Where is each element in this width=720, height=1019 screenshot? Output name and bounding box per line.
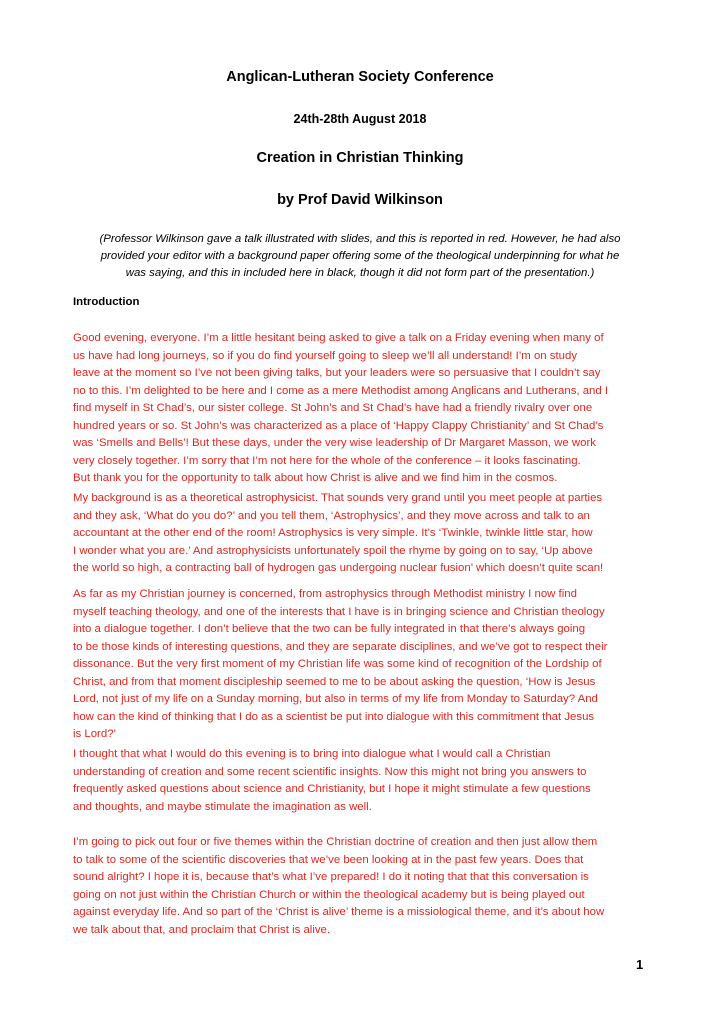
talk-title: Creation in Christian Thinking [256, 150, 464, 166]
paragraph-line: how can the kind of thinking that I do as a scientist be put into dialogue with this commitment that Jesus [73, 710, 595, 723]
paragraph-line: us have had long journeys, so if you do find yourself going to sleep we’ll all understand! I’m on study [73, 349, 578, 362]
paragraph-line: Good evening, everyone. I’m a little hesitant being asked to give a talk on a Friday evening when many of [73, 332, 604, 344]
paragraph-line: I wonder what you are.’ And astrophysicists unfortunately spoil the rhyme by going on to say, ‘Up above [73, 544, 593, 557]
paragraph-line: to be those kinds of interesting questions, and they are separate disciplines, and we’ve got to respect their [73, 640, 608, 653]
paragraph-line: As far as my Christian journey is concerned, from astrophysics through Methodist ministry I now find [73, 588, 577, 600]
paragraph-line: dissonance. But the very first moment of my Christian life was some kind of recognition of the Lordship of [73, 658, 602, 670]
paragraph-line: leave at the moment so I’ve not been giving talks, but your leaders were so persuasive that I couldn’t say [73, 367, 601, 379]
paragraph-line: is Lord?’ [73, 728, 117, 740]
paragraph-line: into a dialogue together. I don’t believe that the two can be fully integrated in that there’s always going [73, 623, 586, 635]
paragraph-line: Lord, not just of my life on a Sunday morning, but also in terms of my life from Monday to Saturday? And [73, 693, 598, 705]
paragraph-line: But thank you for the opportunity to talk about how Christ is alive and we find him in the cosmos. [73, 472, 558, 484]
paragraph-line: Christ, and from that moment discipleship seemed to me to be about asking the question, ‘How is Jesus [73, 675, 596, 688]
paragraph-line: myself teaching theology, and one of the interests that I have is in bringing science and Christian theology [73, 605, 605, 618]
conference-title: Anglican-Lutheran Society Conference [226, 69, 494, 85]
paragraph-line: to talk to some of the scientific discoveries that we’ve been looking at in the past few years. Does that [73, 853, 584, 866]
paragraph-line: and thoughts, and maybe stimulate the imagination as well. [73, 800, 372, 813]
paragraph-line: sound alright? I hope it is, because that’s what I’ve prepared! I do it noting that that this conversation is [73, 871, 589, 883]
section-heading-introduction: Introduction [73, 296, 140, 308]
paragraph-line: was ‘Smells and Bells’! But these days, under the very wise leadership of Dr Margaret Masson, we work [73, 437, 596, 449]
paragraph-5 [73, 834, 651, 939]
author-line: by Prof David Wilkinson [277, 192, 443, 208]
paragraph-1 [73, 330, 651, 488]
paragraph-line: we talk about that, and proclaim that Christ is alive. [73, 923, 331, 936]
paragraph-line: understanding of creation and some recent scientific insights. Now this might not bring you answers to [73, 765, 587, 778]
paragraph-2 [73, 490, 651, 578]
paragraph-line: frequently asked questions about science and Christianity, but I hope it might stimulate a few questions [73, 783, 591, 795]
paragraph-line: and they ask, ‘What do you do?’ and you tell them, ‘Astrophysics’, and they move across and talk to an [73, 509, 590, 522]
paragraph-line: My background is as a theoretical astrophysicist. That sounds very grand until you meet people at parties [73, 492, 603, 504]
paragraph-line: no to this. I’m delighted to be here and I come as a mere Methodist among Anglicans and Lutherans, and I [73, 384, 609, 397]
editor-note-line: (Professor Wilkinson gave a talk illustrated with slides, and this is reported in red. However, he had also [99, 233, 621, 245]
paragraph-line: very closely together. I’m sorry that I’m not here for the whole of the conference – it looks fascinating. [73, 454, 581, 467]
paragraph-line: hundred years or so. St John’s was characterized as a place of ‘Happy Clappy Christianity’ and St Chad’s [73, 419, 604, 432]
paragraph-line: the world so high, a contracting ball of hydrogen gas undergoing nuclear fusion’ which doesn’t quite scan! [73, 562, 604, 574]
paragraph-3 [73, 586, 651, 744]
paragraph-line: going on not just within the Christian Church or within the theological academy but is being played out [73, 888, 585, 901]
paragraph-line: against everyday life. And so part of the ‘Christ is alive’ theme is a missiological theme, and it’s about how [73, 906, 605, 918]
page-number: 1 [636, 957, 644, 972]
paragraph-line: I’m going to pick out four or five themes within the Christian doctrine of creation and then just allow them [73, 836, 598, 848]
conference-dates: 24th-28th August 2018 [293, 112, 427, 126]
paragraph-line: accountant at the other end of the room! Astrophysics is very simple. It’s ‘Twinkle, twinkle little star, how [73, 527, 593, 539]
editor-note-line: provided your editor with a background paper offering some of the theological underpinning for what he [100, 250, 620, 262]
editor-note [74, 231, 646, 282]
paragraph-4 [73, 746, 651, 816]
paragraph-line: find myself in St Chad’s, our sister college. St John’s and St Chad’s have had a friendly rivalry over one [73, 402, 593, 414]
editor-note-line: was saying, and this in included here in black, though it did not form part of the presentation.) [125, 267, 595, 279]
paragraph-line: I thought that what I would do this evening is to bring into dialogue what I would call a Christian [73, 748, 551, 760]
